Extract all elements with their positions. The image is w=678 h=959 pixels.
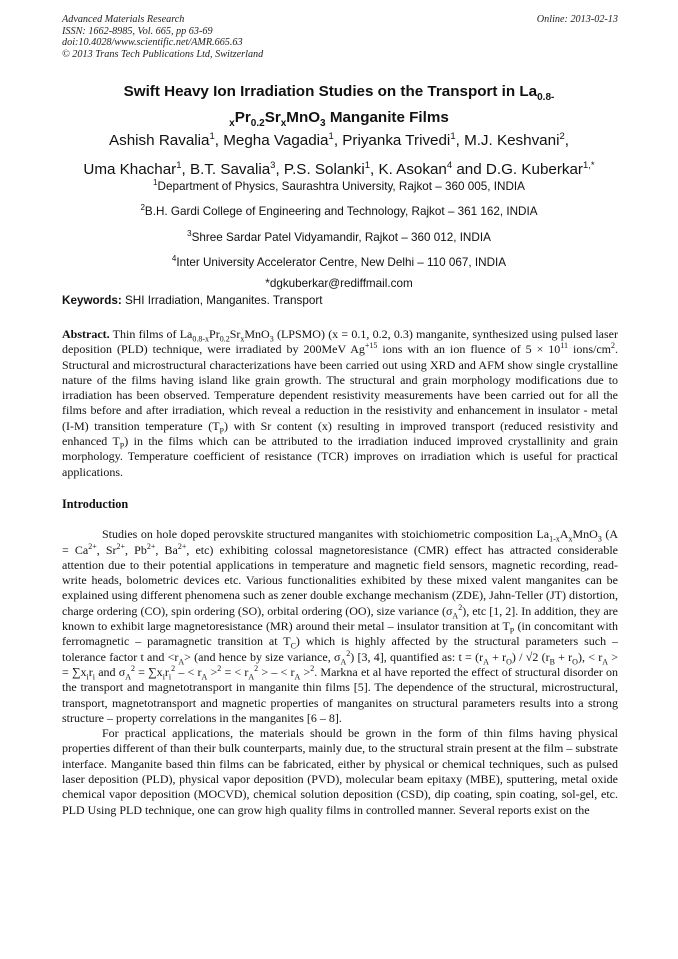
copyright-line: © 2013 Trans Tech Publications Ltd, Switzerland: [62, 48, 264, 60]
author: D.G. Kuberkar$^{1,*}$: [485, 160, 595, 179]
author: B.T. Savalia$^3$,: [189, 160, 284, 179]
intro-paragraph-1: Studies on hole doped perovskite structured manganites with stoichiometric composition $La_{1-x}A_xMnO_3$ ($A = Ca^{2+}$, $Sr^{2+}$, $Pb^{2+}$, $Ba^{2+}$, etc) exhibiting colossal magnetoresistance (CMR) effect has attracted considerable attention due to their potential applications in temperature and magnetic field sensors, magnetic recording, read-write heads, bolometric devices etc. Various functionalities exhibited by these mixed valent manganites can be explained using different phenomena such as zener double exchange mechanism (ZDE), Jahn-Teller (JT) distortion, charge ordering (CO), spin ordering (SO), orbital ordering (OO), size variance $(\sigma_A^2)$, etc [1, 2]. In addition, they are known to exhibit large magnetoresistance (MR) around their metal – insulator transition at $T_P$ (in concomitant with ferromagnetic – paramagnetic transition at $T_C$) which is highly affected by the structural parameters such – tolerance factor t and $<r_A> (and$ hence by size variance, $\sigma_A^2$) [3, 4], quantified as: $t = (r_A + r_O) / √2$ $(r_B + r_O)$, < $r_A$ > = $\sum x_ir_i$ and $\sigma_A^2 = \sum x_ir_i^2$ – < $r_A >^2$ = < $r_A^2$ > – < $r_A >^2$. Markna et al have reported the effect of structural disorder on the transport and magnetotransport in manganite thin films [5]. The dependence of the structural, microstructural, transport, magnetotransport and magnetic properties of manganites on structural parameters results into a strong structure – property correlations in the manganites [6 – 8].: [62, 527, 619, 725]
author: K. Asokan$^4$ and: [378, 160, 486, 179]
keywords: [62, 294, 618, 308]
affiliation: $^2$B.H. Gardi College of Engineering and Technology, Rajkot – 361 162, INDIA: [140, 203, 538, 219]
online-date: Online: 2013-02-13: [536, 14, 618, 25]
keywords-label: Keywords:: [62, 294, 122, 307]
journal-name: Advanced Materials Research: [62, 14, 185, 25]
journal-header: [62, 14, 618, 60]
author: M.J. Keshvani$^2$,: [464, 131, 569, 150]
affiliation: $^3$Shree Sardar Patel Vidyamandir, Rajkot – 360 012, INDIA: [187, 228, 491, 244]
paper-body: [62, 327, 618, 818]
affiliation: $^1$Department of Physics, Saurashtra University, Rajkot – 360 005, INDIA: [153, 178, 525, 193]
intro-paragraph-2: For practical applications, the materials should be grown in the form of thin films having physical properties different of than their bulk counterparts, mainly due, to the structural strain present at the film – substrate interface. Manganite based thin films can be fabricated, either by physical or chemical techniques, such as pulsed laser deposition (PLD), physical vapor deposition (PVD), molecular beam epitaxy (MBE), sputtering, metal oxide chemical vapor deposition (MOCVD), chemical solution deposition (CSD), dip coating, spin coating, sol-gel, etc. PLD Using PLD technique, one can grow high quality films in controlled manner. Several reports exist on the: [62, 726, 618, 817]
corresponding-email: *dgkuberkar@rediffmail.com: [265, 277, 413, 291]
author: Megha Vagadia$^1$,: [223, 131, 343, 150]
abstract-label: Abstract.: [62, 327, 110, 341]
author: P.S. Solanki$^1$,: [283, 160, 379, 179]
keywords-text: SHI Irradiation, Manganites. Transport: [121, 294, 323, 307]
affiliation-list: [40, 172, 638, 295]
abstract: Abstract. Thin films of $La_{0.8-x}Pr_{0.2}Sr_xMnO_3$ (LPSMO) (x = 0.1, 0.2, 0.3) manganite, synthesized using pulsed laser deposition (PLD) technique, were irradiated by 200MeV $Ag^{+15}$ ions with an ion fluence of $5 \times 10^{11}$ ions/$cm^2$. Structural and microstructural characterizations have been carried out using XRD and AFM show single crystalline nature of the films having island like grain growth. The structural and grain morphology modifications due to irradiation has been observed. Temperature dependent resistivity measurements have been carried out for all the films before and after irradiation, which reveal a reduction in the resistivity and enhancement in insulator - metal (I-M) transition temperature $(T_P)$ with Sr content (x) resulting in improved transport (reduced resistivity and enhanced $T_P$) in the films which can be attributed to the irradiation induced improved crystallinity and grain morphology. Temperature coefficient of resistance (TCR) improves on irradiation which is useful for practical applications.: [62, 327, 619, 479]
author: Ashish Ravalia$^1$,: [109, 131, 224, 150]
affiliation: $^4$Inter University Accelerator Centre, New Delhi – 110 067, INDIA: [171, 253, 507, 269]
paper-title: Swift Heavy Ion Irradiation Studies on the Transport in $La_{0.8-}$ $_xPr_{0.2}Sr_xMnO_3$ Manganite Films: [123, 83, 555, 130]
author: Uma Khachar$^1$,: [83, 160, 190, 179]
issn-line: ISSN: 1662-8985, Vol. 665, pp 63-69: [62, 25, 213, 37]
author: Priyanka Trivedi$^1$,: [342, 131, 465, 150]
doi-line: doi:10.4028/www.scientific.net/AMR.665.63: [62, 37, 243, 49]
section-heading-introduction: Introduction: [62, 496, 129, 511]
